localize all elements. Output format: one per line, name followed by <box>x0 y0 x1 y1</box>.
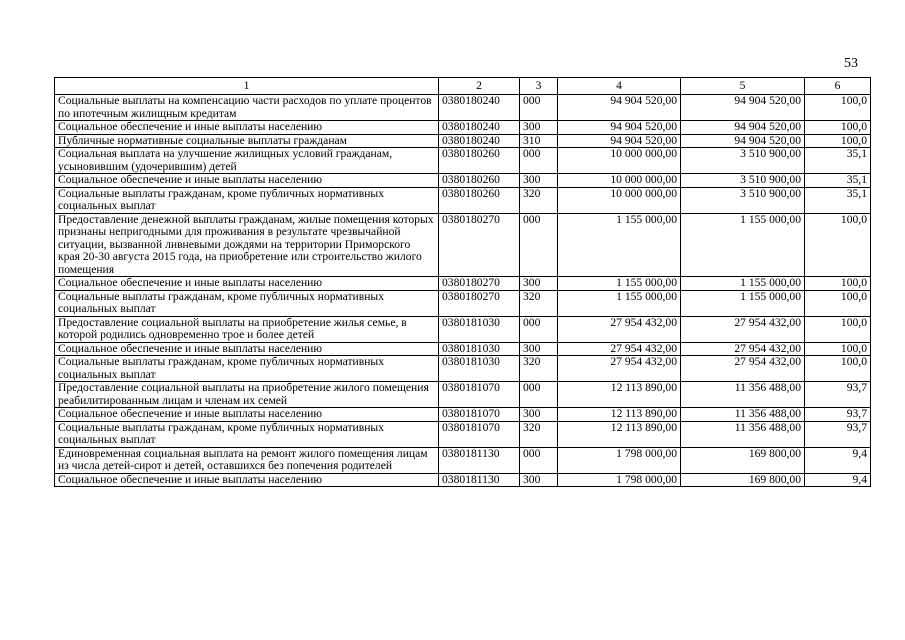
row-fact: 11 356 488,00 <box>681 421 805 447</box>
row-code: 0380180270 <box>439 213 520 277</box>
table-row <box>55 148 871 174</box>
row-name: Предоставление социальной выплаты на приобретение жилого помещения реабилитированным лицам и членам их семей <box>55 382 439 408</box>
table-row <box>55 121 871 135</box>
row-code: 0380181070 <box>439 421 520 447</box>
row-code: 0380180270 <box>439 277 520 291</box>
row-type: 320 <box>520 290 558 316</box>
row-percent: 93,7 <box>805 408 871 422</box>
row-percent: 93,7 <box>805 382 871 408</box>
row-name: Социальные выплаты гражданам, кроме публичных нормативных социальных выплат <box>55 421 439 447</box>
column-header: 5 <box>681 78 805 95</box>
row-code: 0380181130 <box>439 447 520 473</box>
row-name: Публичные нормативные социальные выплаты гражданам <box>55 134 439 148</box>
row-name: Социальное обеспечение и иные выплаты населению <box>55 277 439 291</box>
row-code: 0380181070 <box>439 408 520 422</box>
row-fact: 169 800,00 <box>681 473 805 487</box>
row-plan: 10 000 000,00 <box>558 148 681 174</box>
column-header: 6 <box>805 78 871 95</box>
row-percent: 9,4 <box>805 447 871 473</box>
row-type: 000 <box>520 148 558 174</box>
row-type: 000 <box>520 316 558 342</box>
row-fact: 27 954 432,00 <box>681 356 805 382</box>
table-row <box>55 134 871 148</box>
row-code: 0380181030 <box>439 356 520 382</box>
row-percent: 9,4 <box>805 473 871 487</box>
row-percent: 100,0 <box>805 95 871 121</box>
row-name: Единовременная социальная выплата на ремонт жилого помещения лицам из числа детей-сирот и детей, оставшихся без попечения родителей <box>55 447 439 473</box>
row-plan: 1 155 000,00 <box>558 277 681 291</box>
row-fact: 94 904 520,00 <box>681 134 805 148</box>
row-plan: 27 954 432,00 <box>558 356 681 382</box>
row-percent: 35,1 <box>805 187 871 213</box>
table-row <box>55 174 871 188</box>
row-plan: 1 155 000,00 <box>558 290 681 316</box>
row-type: 000 <box>520 95 558 121</box>
row-percent: 100,0 <box>805 290 871 316</box>
row-fact: 27 954 432,00 <box>681 342 805 356</box>
row-plan: 10 000 000,00 <box>558 187 681 213</box>
row-plan: 10 000 000,00 <box>558 174 681 188</box>
row-plan: 1 155 000,00 <box>558 213 681 277</box>
row-name: Социальные выплаты гражданам, кроме публичных нормативных социальных выплат <box>55 187 439 213</box>
row-fact: 169 800,00 <box>681 447 805 473</box>
table-row <box>55 277 871 291</box>
row-percent: 35,1 <box>805 148 871 174</box>
row-plan: 1 798 000,00 <box>558 447 681 473</box>
table-row <box>55 187 871 213</box>
row-percent: 100,0 <box>805 213 871 277</box>
row-code: 0380180260 <box>439 174 520 188</box>
row-fact: 11 356 488,00 <box>681 408 805 422</box>
table-row <box>55 447 871 473</box>
row-percent: 100,0 <box>805 316 871 342</box>
row-type: 320 <box>520 421 558 447</box>
row-percent: 100,0 <box>805 277 871 291</box>
row-code: 0380180260 <box>439 148 520 174</box>
row-code: 0380180240 <box>439 134 520 148</box>
table-row <box>55 316 871 342</box>
row-type: 000 <box>520 213 558 277</box>
table-row <box>55 95 871 121</box>
row-code: 0380181130 <box>439 473 520 487</box>
row-name: Социальное обеспечение и иные выплаты населению <box>55 473 439 487</box>
row-fact: 1 155 000,00 <box>681 213 805 277</box>
row-plan: 12 113 890,00 <box>558 382 681 408</box>
row-name: Социальные выплаты гражданам, кроме публичных нормативных социальных выплат <box>55 290 439 316</box>
row-fact: 3 510 900,00 <box>681 187 805 213</box>
row-fact: 11 356 488,00 <box>681 382 805 408</box>
row-fact: 27 954 432,00 <box>681 316 805 342</box>
budget-table <box>54 77 871 487</box>
table-row <box>55 473 871 487</box>
row-plan: 1 798 000,00 <box>558 473 681 487</box>
row-percent: 100,0 <box>805 134 871 148</box>
table-row <box>55 421 871 447</box>
row-fact: 3 510 900,00 <box>681 148 805 174</box>
row-name: Социальное обеспечение и иные выплаты населению <box>55 342 439 356</box>
row-code: 0380181030 <box>439 342 520 356</box>
table-row <box>55 342 871 356</box>
row-plan: 27 954 432,00 <box>558 342 681 356</box>
table-header-row <box>55 78 871 95</box>
row-plan: 94 904 520,00 <box>558 121 681 135</box>
row-plan: 12 113 890,00 <box>558 421 681 447</box>
row-plan: 27 954 432,00 <box>558 316 681 342</box>
column-header: 3 <box>520 78 558 95</box>
table-row <box>55 356 871 382</box>
row-type: 300 <box>520 342 558 356</box>
row-type: 300 <box>520 408 558 422</box>
row-type: 320 <box>520 187 558 213</box>
table-row <box>55 382 871 408</box>
row-type: 000 <box>520 447 558 473</box>
row-fact: 94 904 520,00 <box>681 95 805 121</box>
table-row <box>55 408 871 422</box>
row-name: Социальное обеспечение и иные выплаты населению <box>55 408 439 422</box>
column-header: 4 <box>558 78 681 95</box>
row-code: 0380181030 <box>439 316 520 342</box>
table-row <box>55 213 871 277</box>
row-name: Предоставление денежной выплаты гражданам, жилые помещения которых признаны непригодными для проживания в результате чрезвычайной ситуации, вызванной ливневыми дождями на территории Приморского края 20-30 августа 2015 года, на приобретение или строительство жилого помещения <box>55 213 439 277</box>
row-type: 300 <box>520 174 558 188</box>
row-type: 320 <box>520 356 558 382</box>
row-percent: 100,0 <box>805 356 871 382</box>
row-name: Социальное обеспечение и иные выплаты населению <box>55 121 439 135</box>
row-percent: 100,0 <box>805 121 871 135</box>
page-number: 53 <box>844 56 858 71</box>
row-type: 300 <box>520 473 558 487</box>
row-fact: 3 510 900,00 <box>681 174 805 188</box>
row-plan: 94 904 520,00 <box>558 95 681 121</box>
row-plan: 12 113 890,00 <box>558 408 681 422</box>
column-header: 1 <box>55 78 439 95</box>
row-name: Социальные выплаты гражданам, кроме публичных нормативных социальных выплат <box>55 356 439 382</box>
row-fact: 94 904 520,00 <box>681 121 805 135</box>
row-fact: 1 155 000,00 <box>681 290 805 316</box>
row-code: 0380180240 <box>439 95 520 121</box>
row-code: 0380180270 <box>439 290 520 316</box>
row-type: 310 <box>520 134 558 148</box>
row-code: 0380180240 <box>439 121 520 135</box>
row-code: 0380180260 <box>439 187 520 213</box>
column-header: 2 <box>439 78 520 95</box>
row-plan: 94 904 520,00 <box>558 134 681 148</box>
row-name: Социальные выплаты на компенсацию части расходов по уплате процентов по ипотечным жилищным кредитам <box>55 95 439 121</box>
row-fact: 1 155 000,00 <box>681 277 805 291</box>
row-name: Предоставление социальной выплаты на приобретение жилья семье, в которой родились одновременно трое и более детей <box>55 316 439 342</box>
row-percent: 35,1 <box>805 174 871 188</box>
row-type: 300 <box>520 277 558 291</box>
row-name: Социальная выплата на улучшение жилищных условий гражданам, усыновившим (удочерившим) детей <box>55 148 439 174</box>
row-name: Социальное обеспечение и иные выплаты населению <box>55 174 439 188</box>
row-type: 000 <box>520 382 558 408</box>
row-code: 0380181070 <box>439 382 520 408</box>
table-row <box>55 290 871 316</box>
row-type: 300 <box>520 121 558 135</box>
row-percent: 100,0 <box>805 342 871 356</box>
row-percent: 93,7 <box>805 421 871 447</box>
